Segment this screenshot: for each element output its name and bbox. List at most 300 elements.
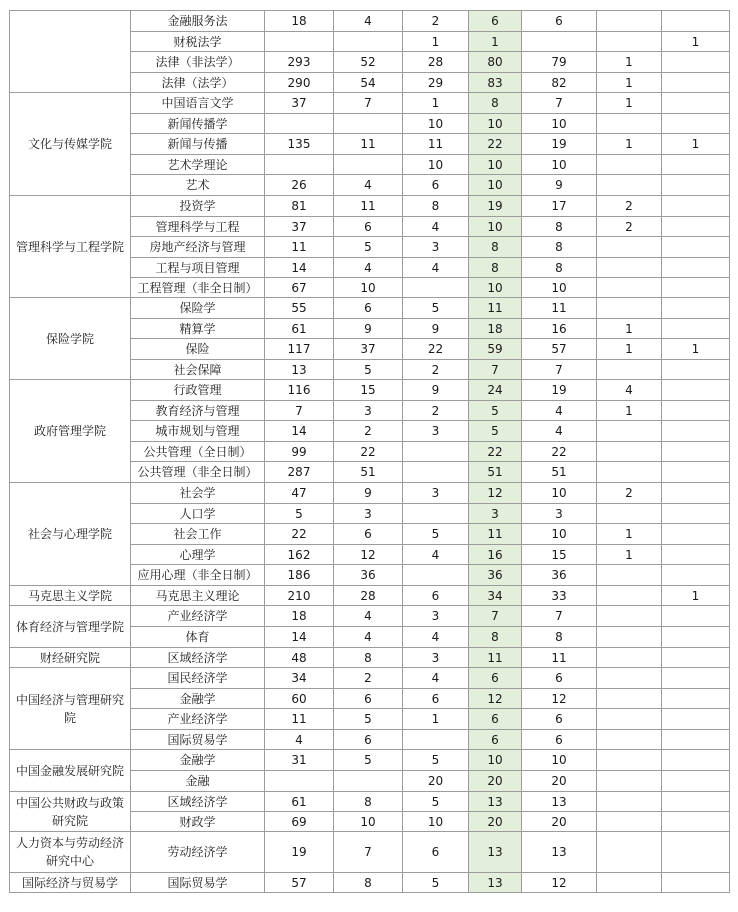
value-cell	[662, 11, 730, 32]
value-cell: 28	[334, 586, 403, 606]
value-cell	[662, 730, 730, 750]
major-cell: 艺术	[131, 175, 265, 196]
value-cell	[403, 462, 469, 483]
value-cell	[597, 175, 662, 196]
value-cell: 4	[334, 606, 403, 627]
value-cell: 4	[403, 545, 469, 565]
value-cell: 11	[265, 709, 334, 730]
value-cell: 60	[265, 689, 334, 709]
value-cell: 1	[403, 709, 469, 730]
value-cell: 18	[265, 606, 334, 627]
value-cell	[662, 298, 730, 319]
highlight-cell: 51	[469, 462, 522, 483]
highlight-cell: 10	[469, 278, 522, 298]
value-cell: 5	[265, 504, 334, 524]
value-cell: 9	[334, 483, 403, 504]
value-cell: 55	[265, 298, 334, 319]
value-cell: 1	[662, 339, 730, 360]
value-cell	[662, 483, 730, 504]
major-cell: 社会工作	[131, 524, 265, 545]
highlight-cell: 18	[469, 319, 522, 339]
value-cell: 6	[522, 709, 597, 730]
highlight-cell: 10	[469, 750, 522, 771]
major-cell: 金融学	[131, 750, 265, 771]
value-cell: 82	[522, 73, 597, 93]
value-cell: 3	[403, 237, 469, 258]
value-cell: 3	[334, 401, 403, 421]
value-cell: 11	[334, 134, 403, 155]
value-cell	[265, 32, 334, 52]
major-cell: 产业经济学	[131, 606, 265, 627]
value-cell: 2	[597, 217, 662, 237]
highlight-cell: 8	[469, 237, 522, 258]
major-cell: 财政学	[131, 812, 265, 832]
table-row	[10, 483, 730, 504]
school-cell: 国际经济与贸易学	[10, 873, 131, 893]
value-cell	[662, 319, 730, 339]
value-cell	[403, 442, 469, 462]
value-cell: 6	[334, 730, 403, 750]
school-cell: 文化与传媒学院	[10, 93, 131, 196]
value-cell: 6	[403, 832, 469, 873]
value-cell: 7	[334, 93, 403, 114]
major-cell: 区域经济学	[131, 648, 265, 668]
value-cell: 22	[334, 442, 403, 462]
value-cell: 11	[522, 648, 597, 668]
value-cell: 12	[334, 545, 403, 565]
value-cell: 2	[597, 196, 662, 217]
table-row	[10, 298, 730, 319]
highlight-cell: 20	[469, 771, 522, 792]
value-cell: 8	[522, 258, 597, 278]
value-cell: 22	[403, 339, 469, 360]
value-cell: 19	[265, 832, 334, 873]
school-cell: 中国公共财政与政策研究院	[10, 792, 131, 832]
highlight-cell: 12	[469, 689, 522, 709]
table-row	[10, 11, 730, 32]
value-cell: 2	[334, 421, 403, 442]
value-cell: 116	[265, 380, 334, 401]
value-cell	[662, 196, 730, 217]
value-cell: 1	[403, 32, 469, 52]
highlight-cell: 11	[469, 648, 522, 668]
value-cell: 7	[522, 93, 597, 114]
value-cell: 12	[522, 873, 597, 893]
value-cell	[662, 401, 730, 421]
major-cell: 公共管理（非全日制）	[131, 462, 265, 483]
value-cell: 1	[597, 73, 662, 93]
value-cell	[597, 155, 662, 175]
value-cell	[334, 155, 403, 175]
major-cell: 社会学	[131, 483, 265, 504]
value-cell: 20	[522, 812, 597, 832]
table-body	[10, 11, 730, 893]
value-cell: 10	[522, 278, 597, 298]
value-cell	[662, 524, 730, 545]
value-cell: 20	[403, 771, 469, 792]
value-cell: 9	[334, 319, 403, 339]
value-cell	[597, 709, 662, 730]
value-cell	[597, 360, 662, 380]
value-cell	[597, 258, 662, 278]
value-cell: 6	[522, 730, 597, 750]
value-cell: 287	[265, 462, 334, 483]
value-cell: 57	[265, 873, 334, 893]
value-cell: 4	[522, 421, 597, 442]
value-cell: 5	[334, 360, 403, 380]
highlight-cell: 6	[469, 668, 522, 689]
value-cell	[597, 771, 662, 792]
value-cell: 10	[522, 155, 597, 175]
value-cell	[597, 442, 662, 462]
value-cell: 6	[522, 668, 597, 689]
value-cell: 67	[265, 278, 334, 298]
major-cell: 金融	[131, 771, 265, 792]
major-cell: 中国语言文学	[131, 93, 265, 114]
value-cell: 9	[403, 319, 469, 339]
highlight-cell: 83	[469, 73, 522, 93]
value-cell	[522, 32, 597, 52]
value-cell	[662, 360, 730, 380]
value-cell	[597, 565, 662, 586]
value-cell: 1	[662, 586, 730, 606]
value-cell: 15	[522, 545, 597, 565]
value-cell	[662, 114, 730, 134]
major-cell: 国际贸易学	[131, 730, 265, 750]
value-cell: 22	[265, 524, 334, 545]
value-cell: 2	[597, 483, 662, 504]
major-cell: 城市规划与管理	[131, 421, 265, 442]
value-cell: 3	[522, 504, 597, 524]
value-cell: 52	[334, 52, 403, 73]
value-cell	[662, 155, 730, 175]
value-cell	[662, 237, 730, 258]
major-cell: 法律（非法学）	[131, 52, 265, 73]
value-cell	[662, 648, 730, 668]
highlight-cell: 36	[469, 565, 522, 586]
value-cell	[597, 298, 662, 319]
value-cell	[662, 442, 730, 462]
table-row	[10, 832, 730, 873]
highlight-cell: 10	[469, 114, 522, 134]
value-cell: 10	[403, 812, 469, 832]
value-cell: 4	[403, 217, 469, 237]
major-cell: 应用心理（非全日制）	[131, 565, 265, 586]
value-cell	[403, 565, 469, 586]
highlight-cell: 20	[469, 812, 522, 832]
value-cell	[597, 462, 662, 483]
value-cell: 10	[522, 114, 597, 134]
value-cell	[662, 565, 730, 586]
value-cell	[597, 812, 662, 832]
table-row	[10, 648, 730, 668]
value-cell	[662, 504, 730, 524]
value-cell	[662, 832, 730, 873]
value-cell: 37	[265, 217, 334, 237]
value-cell: 11	[334, 196, 403, 217]
value-cell	[597, 792, 662, 812]
value-cell: 8	[334, 873, 403, 893]
highlight-cell: 7	[469, 360, 522, 380]
value-cell	[662, 668, 730, 689]
value-cell: 61	[265, 792, 334, 812]
value-cell	[597, 32, 662, 52]
value-cell: 293	[265, 52, 334, 73]
value-cell	[597, 586, 662, 606]
major-cell: 教育经济与管理	[131, 401, 265, 421]
value-cell: 47	[265, 483, 334, 504]
major-cell: 财税法学	[131, 32, 265, 52]
value-cell: 8	[403, 196, 469, 217]
major-cell: 工程管理（非全日制）	[131, 278, 265, 298]
value-cell: 4	[597, 380, 662, 401]
value-cell: 6	[403, 175, 469, 196]
value-cell: 11	[403, 134, 469, 155]
major-cell: 国际贸易学	[131, 873, 265, 893]
value-cell	[403, 278, 469, 298]
value-cell: 5	[403, 792, 469, 812]
value-cell	[597, 873, 662, 893]
value-cell: 4	[522, 401, 597, 421]
table-row	[10, 873, 730, 893]
value-cell: 4	[403, 668, 469, 689]
value-cell: 16	[522, 319, 597, 339]
value-cell: 13	[522, 832, 597, 873]
value-cell: 2	[403, 360, 469, 380]
major-cell: 艺术学理论	[131, 155, 265, 175]
school-cell: 社会与心理学院	[10, 483, 131, 586]
value-cell: 79	[522, 52, 597, 73]
school-cell: 中国经济与管理研究院	[10, 668, 131, 750]
value-cell: 5	[403, 873, 469, 893]
value-cell: 28	[403, 52, 469, 73]
value-cell: 1	[597, 93, 662, 114]
major-cell: 管理科学与工程	[131, 217, 265, 237]
value-cell: 1	[597, 545, 662, 565]
highlight-cell: 16	[469, 545, 522, 565]
value-cell: 14	[265, 627, 334, 648]
major-cell: 保险学	[131, 298, 265, 319]
table-row	[10, 196, 730, 217]
value-cell: 19	[522, 134, 597, 155]
value-cell: 14	[265, 421, 334, 442]
value-cell: 4	[334, 175, 403, 196]
value-cell	[597, 627, 662, 648]
value-cell: 48	[265, 648, 334, 668]
value-cell: 18	[265, 11, 334, 32]
highlight-cell: 8	[469, 258, 522, 278]
value-cell	[265, 771, 334, 792]
major-cell: 心理学	[131, 545, 265, 565]
value-cell: 11	[522, 298, 597, 319]
value-cell	[662, 278, 730, 298]
value-cell: 10	[522, 524, 597, 545]
value-cell: 10	[334, 812, 403, 832]
highlight-cell: 80	[469, 52, 522, 73]
value-cell: 4	[403, 627, 469, 648]
major-cell: 行政管理	[131, 380, 265, 401]
value-cell	[662, 689, 730, 709]
value-cell	[597, 421, 662, 442]
value-cell	[597, 668, 662, 689]
value-cell: 186	[265, 565, 334, 586]
value-cell: 6	[403, 586, 469, 606]
value-cell: 12	[522, 689, 597, 709]
value-cell: 6	[334, 689, 403, 709]
highlight-cell: 13	[469, 873, 522, 893]
value-cell: 1	[597, 319, 662, 339]
value-cell	[662, 709, 730, 730]
school-cell: 保险学院	[10, 298, 131, 380]
major-cell: 劳动经济学	[131, 832, 265, 873]
major-cell: 房地产经济与管理	[131, 237, 265, 258]
table-row	[10, 606, 730, 627]
value-cell: 3	[334, 504, 403, 524]
value-cell	[265, 114, 334, 134]
major-cell: 区域经济学	[131, 792, 265, 812]
value-cell: 13	[265, 360, 334, 380]
value-cell: 7	[522, 360, 597, 380]
table-row	[10, 586, 730, 606]
highlight-cell: 6	[469, 730, 522, 750]
value-cell: 33	[522, 586, 597, 606]
value-cell: 1	[597, 401, 662, 421]
value-cell: 51	[522, 462, 597, 483]
highlight-cell: 6	[469, 11, 522, 32]
value-cell	[662, 380, 730, 401]
highlight-cell: 22	[469, 134, 522, 155]
highlight-cell: 10	[469, 175, 522, 196]
value-cell	[662, 258, 730, 278]
value-cell: 5	[403, 750, 469, 771]
value-cell: 22	[522, 442, 597, 462]
value-cell: 5	[403, 298, 469, 319]
value-cell: 4	[403, 258, 469, 278]
table-row	[10, 380, 730, 401]
value-cell: 19	[522, 380, 597, 401]
school-cell	[10, 11, 131, 93]
highlight-cell: 11	[469, 524, 522, 545]
value-cell	[662, 462, 730, 483]
school-cell: 财经研究院	[10, 648, 131, 668]
major-cell: 金融学	[131, 689, 265, 709]
major-cell: 社会保障	[131, 360, 265, 380]
value-cell: 5	[334, 237, 403, 258]
highlight-cell: 12	[469, 483, 522, 504]
major-cell: 精算学	[131, 319, 265, 339]
value-cell: 36	[522, 565, 597, 586]
value-cell: 9	[403, 380, 469, 401]
value-cell	[662, 73, 730, 93]
value-cell: 210	[265, 586, 334, 606]
value-cell	[597, 730, 662, 750]
value-cell: 4	[265, 730, 334, 750]
value-cell: 5	[403, 524, 469, 545]
value-cell: 26	[265, 175, 334, 196]
value-cell: 10	[334, 278, 403, 298]
value-cell: 117	[265, 339, 334, 360]
value-cell: 61	[265, 319, 334, 339]
highlight-cell: 3	[469, 504, 522, 524]
highlight-cell: 8	[469, 93, 522, 114]
value-cell	[597, 11, 662, 32]
value-cell	[597, 237, 662, 258]
value-cell: 6	[334, 524, 403, 545]
value-cell: 69	[265, 812, 334, 832]
value-cell: 7	[334, 832, 403, 873]
highlight-cell: 1	[469, 32, 522, 52]
highlight-cell: 13	[469, 792, 522, 812]
value-cell	[597, 606, 662, 627]
highlight-cell: 59	[469, 339, 522, 360]
value-cell: 8	[522, 217, 597, 237]
value-cell: 20	[522, 771, 597, 792]
value-cell: 1	[597, 524, 662, 545]
table-row	[10, 668, 730, 689]
value-cell: 15	[334, 380, 403, 401]
value-cell: 14	[265, 258, 334, 278]
value-cell: 3	[403, 648, 469, 668]
value-cell	[662, 421, 730, 442]
value-cell	[597, 648, 662, 668]
value-cell: 10	[403, 114, 469, 134]
value-cell: 29	[403, 73, 469, 93]
highlight-cell: 22	[469, 442, 522, 462]
value-cell	[662, 52, 730, 73]
highlight-cell: 34	[469, 586, 522, 606]
major-cell: 投资学	[131, 196, 265, 217]
value-cell: 4	[334, 258, 403, 278]
value-cell: 4	[334, 11, 403, 32]
value-cell: 1	[597, 52, 662, 73]
value-cell: 6	[334, 217, 403, 237]
value-cell: 2	[403, 401, 469, 421]
value-cell	[403, 504, 469, 524]
admissions-table	[9, 10, 730, 893]
value-cell: 8	[334, 648, 403, 668]
school-cell: 管理科学与工程学院	[10, 196, 131, 298]
value-cell	[662, 606, 730, 627]
value-cell: 34	[265, 668, 334, 689]
value-cell	[662, 873, 730, 893]
highlight-cell: 13	[469, 832, 522, 873]
value-cell	[597, 278, 662, 298]
value-cell: 2	[334, 668, 403, 689]
major-cell: 新闻传播学	[131, 114, 265, 134]
value-cell	[597, 689, 662, 709]
value-cell	[662, 545, 730, 565]
highlight-cell: 10	[469, 217, 522, 237]
table-row	[10, 93, 730, 114]
value-cell: 11	[265, 237, 334, 258]
value-cell	[403, 730, 469, 750]
value-cell: 7	[265, 401, 334, 421]
value-cell	[334, 32, 403, 52]
highlight-cell: 24	[469, 380, 522, 401]
value-cell	[662, 627, 730, 648]
value-cell: 10	[522, 483, 597, 504]
major-cell: 体育	[131, 627, 265, 648]
value-cell: 37	[334, 339, 403, 360]
value-cell: 162	[265, 545, 334, 565]
value-cell	[662, 771, 730, 792]
value-cell: 1	[662, 32, 730, 52]
major-cell: 新闻与传播	[131, 134, 265, 155]
value-cell: 3	[403, 483, 469, 504]
major-cell: 马克思主义理论	[131, 586, 265, 606]
value-cell: 17	[522, 196, 597, 217]
value-cell: 135	[265, 134, 334, 155]
